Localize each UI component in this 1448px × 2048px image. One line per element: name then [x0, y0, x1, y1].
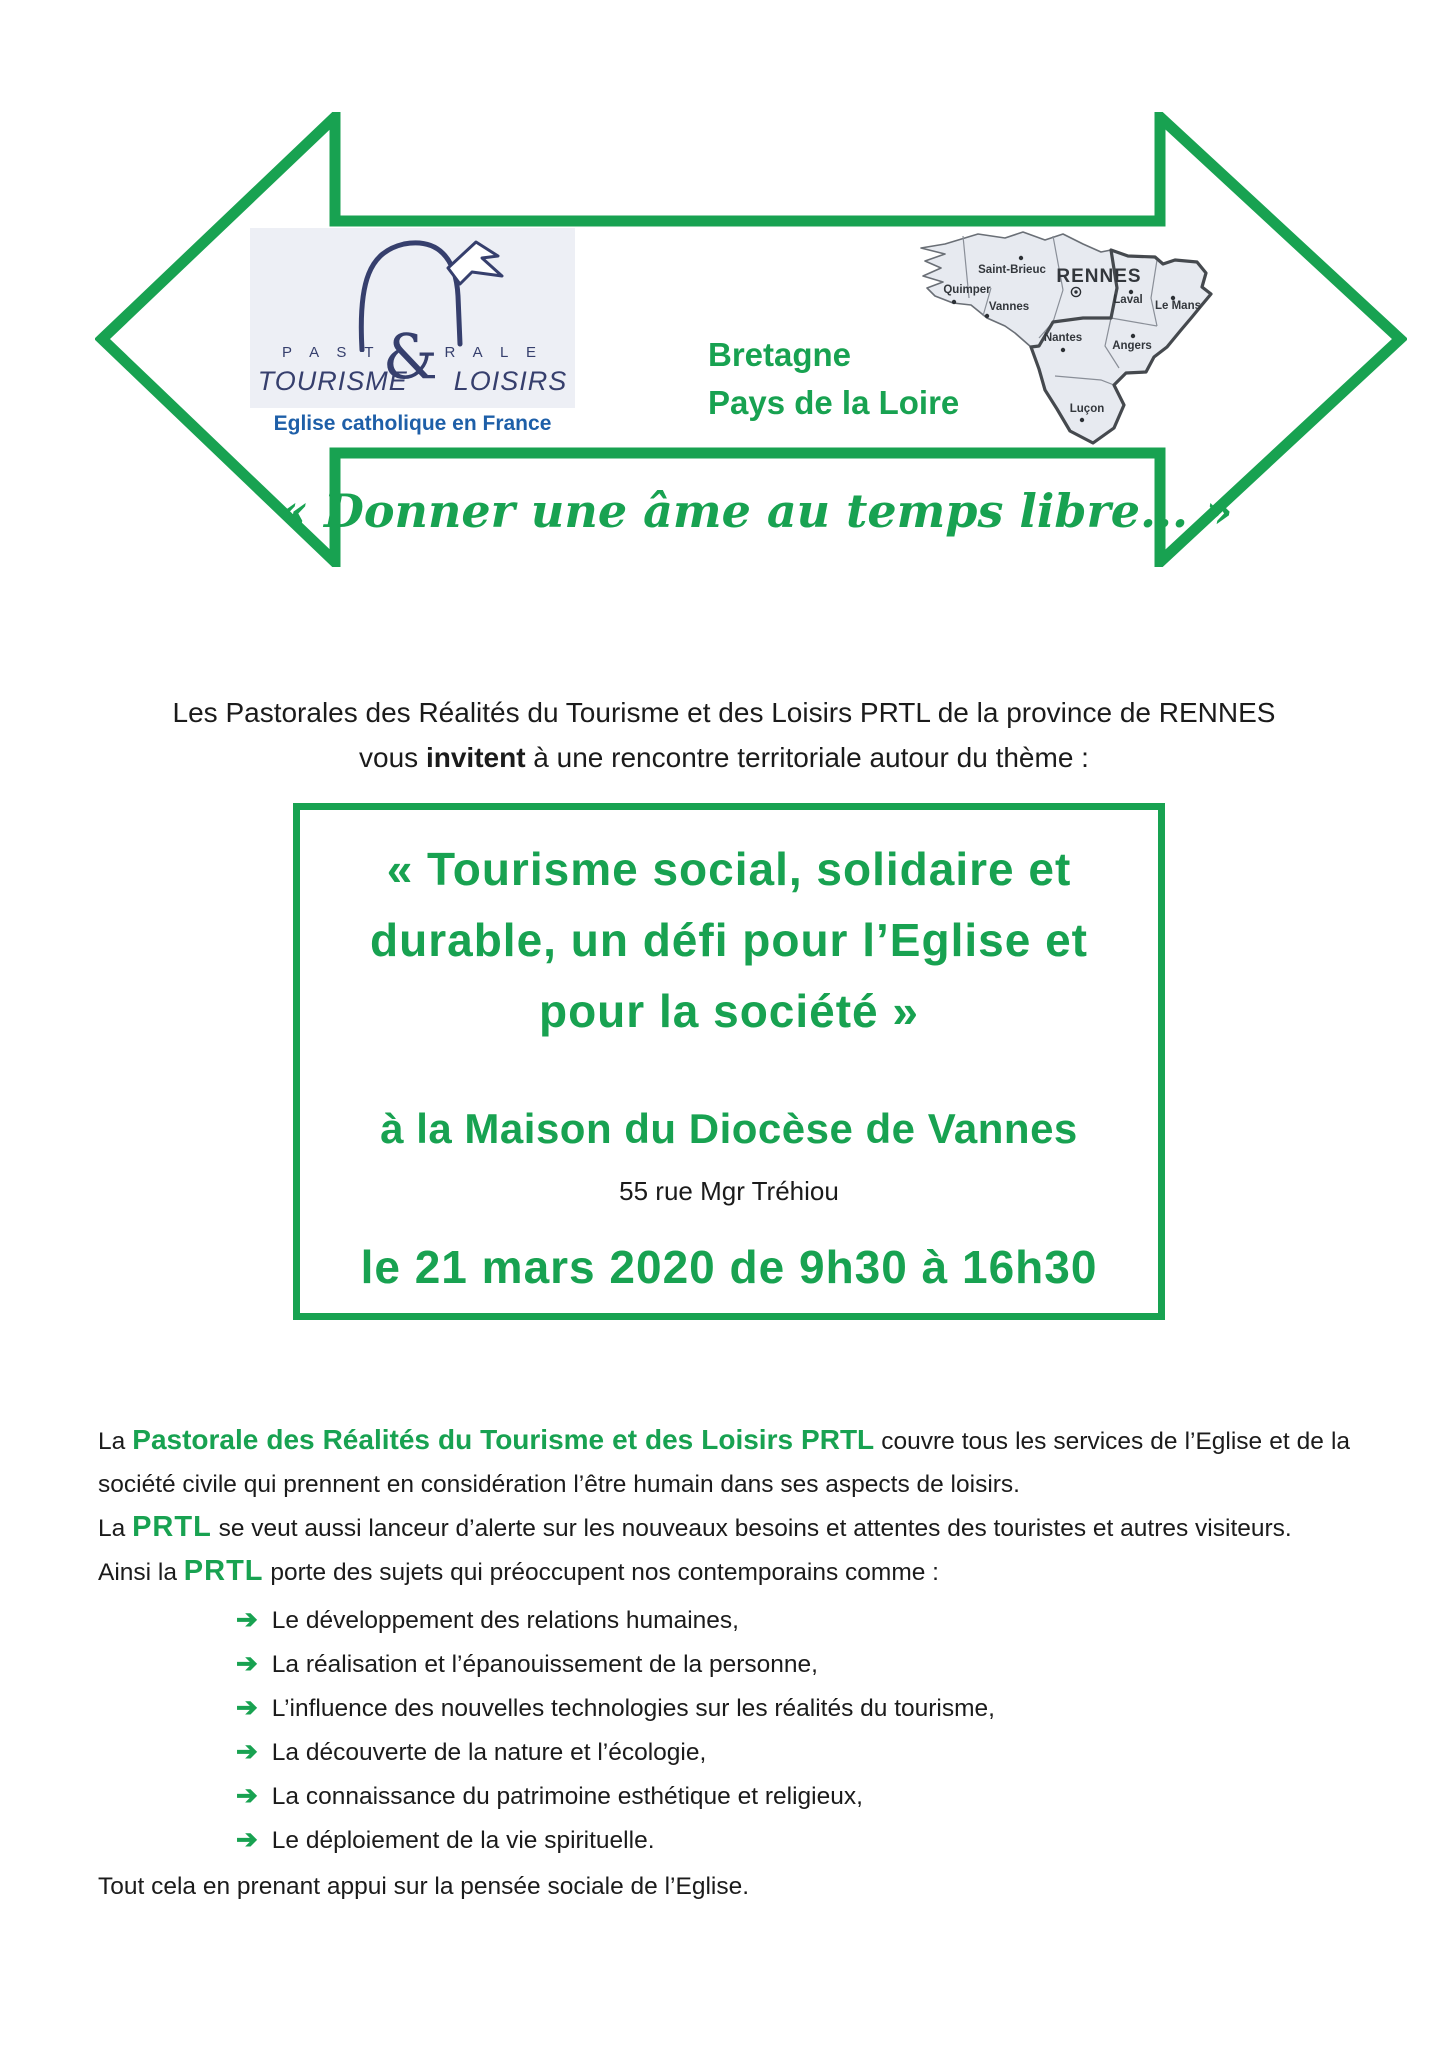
logo-caption: Eglise catholique en France	[273, 412, 552, 435]
logo-line2-left: TOURISME	[257, 366, 408, 396]
list-item	[236, 1598, 1350, 1642]
list-item	[236, 1642, 1350, 1686]
arrow-bullet-icon: ➔	[236, 1604, 258, 1634]
paragraph-1: La Pastorale des Réalités du Tourisme et des Loisirs PRTL couvre tous les services de l’Eglise et de la société civile qui prennent en considération l’être humain dans ses aspects de loisirs.	[98, 1424, 1351, 1498]
list-item-text: L’influence des nouvelles technologies sur les réalités du tourisme,	[271, 1695, 995, 1722]
rennes-marker-inner	[1074, 290, 1077, 293]
paragraph-3-highlight: PRTL	[183, 1555, 264, 1587]
event-venue: à la Maison du Diocèse de Vannes	[380, 1105, 1078, 1152]
region-pays-de-la-loire: Pays de la Loire	[708, 384, 960, 421]
logo-line2	[250, 366, 575, 397]
map-label-saint-brieuc: Saint-Brieuc	[978, 264, 1046, 276]
paragraph-2-highlight: PRTL	[132, 1511, 212, 1543]
event-title-line1: « Tourisme social, solidaire et	[386, 843, 1072, 895]
map-label-angers: Angers	[1112, 340, 1152, 352]
logo-line1-left: P A S T	[282, 344, 381, 361]
arrow-bullet-icon: ➔	[236, 1736, 258, 1766]
paragraph-3: Ainsi la PRTL porte des sujets qui préoccupent nos contemporains comme :	[98, 1555, 939, 1587]
map-label-nantes: Nantes	[1043, 332, 1083, 344]
list-item-text: La connaissance du patrimoine esthétique et religieux,	[271, 1783, 863, 1810]
event-title	[300, 834, 1158, 1047]
map-label-lucon: Luçon	[1069, 403, 1105, 415]
intro-line2: vous invitent à une rencontre territoriale autour du thème :	[359, 742, 1089, 773]
event-datetime: le 21 mars 2020 de 9h30 à 16h30	[360, 1241, 1098, 1293]
map-label-vannes: Vannes	[988, 301, 1030, 313]
topics-list	[236, 1598, 1350, 1862]
paragraph-2: La PRTL se veut aussi lanceur d’alerte sur les nouveaux besoins et attentes des touristes et autres visiteurs.	[98, 1511, 1292, 1543]
logo-ampersand: &	[382, 320, 438, 393]
region-bretagne: Bretagne	[708, 336, 852, 373]
intro-paragraph	[144, 690, 1304, 780]
paragraph-1-highlight: Pastorale des Réalités du Tourisme et des Loisirs PRTL	[132, 1424, 875, 1455]
arrow-bullet-icon: ➔	[236, 1692, 258, 1722]
list-item-text: La réalisation et l’épanouissement de la personne,	[271, 1651, 818, 1678]
event-title-line2: durable, un défi pour l’Eglise et	[370, 914, 1088, 966]
intro-line1: Les Pastorales des Réalités du Tourisme et des Loisirs PRTL de la province de RENNES	[172, 697, 1276, 728]
list-item	[236, 1686, 1350, 1730]
logo-line2-right: LOISIRS	[453, 366, 568, 396]
event-box	[293, 803, 1165, 1320]
arrow-bullet-icon: ➔	[236, 1780, 258, 1810]
event-title-line3: pour la société »	[538, 985, 919, 1037]
arrow-bullet-icon: ➔	[236, 1648, 258, 1678]
list-item	[236, 1818, 1350, 1862]
list-item	[236, 1774, 1350, 1818]
body-copy	[98, 1418, 1350, 1908]
event-address: 55 rue Mgr Tréhiou	[619, 1176, 839, 1206]
arrow-bullet-icon: ➔	[236, 1824, 258, 1854]
intro-invitent-bold: invitent	[425, 742, 526, 773]
closing-line: Tout cela en prenant appui sur la pensée sociale de l’Eglise.	[98, 1873, 750, 1900]
map-label-quimper: Quimper	[943, 284, 991, 296]
province-map	[905, 226, 1217, 448]
logo-line1-right: R A L E	[444, 344, 543, 361]
pastorale-logo	[250, 228, 575, 408]
list-item-text: Le déploiement de la vie spirituelle.	[271, 1827, 655, 1854]
list-item	[236, 1730, 1350, 1774]
map-label-rennes: RENNES	[1056, 266, 1142, 287]
list-item-text: La découverte de la nature et l’écologie,	[271, 1739, 707, 1766]
map-label-le-mans: Le Mans	[1154, 300, 1202, 312]
list-item-text: Le développement des relations humaines,	[271, 1607, 739, 1634]
motto-quote: « Donner une âme au temps libre... »	[279, 484, 1233, 538]
map-label-laval: Laval	[1113, 294, 1143, 306]
